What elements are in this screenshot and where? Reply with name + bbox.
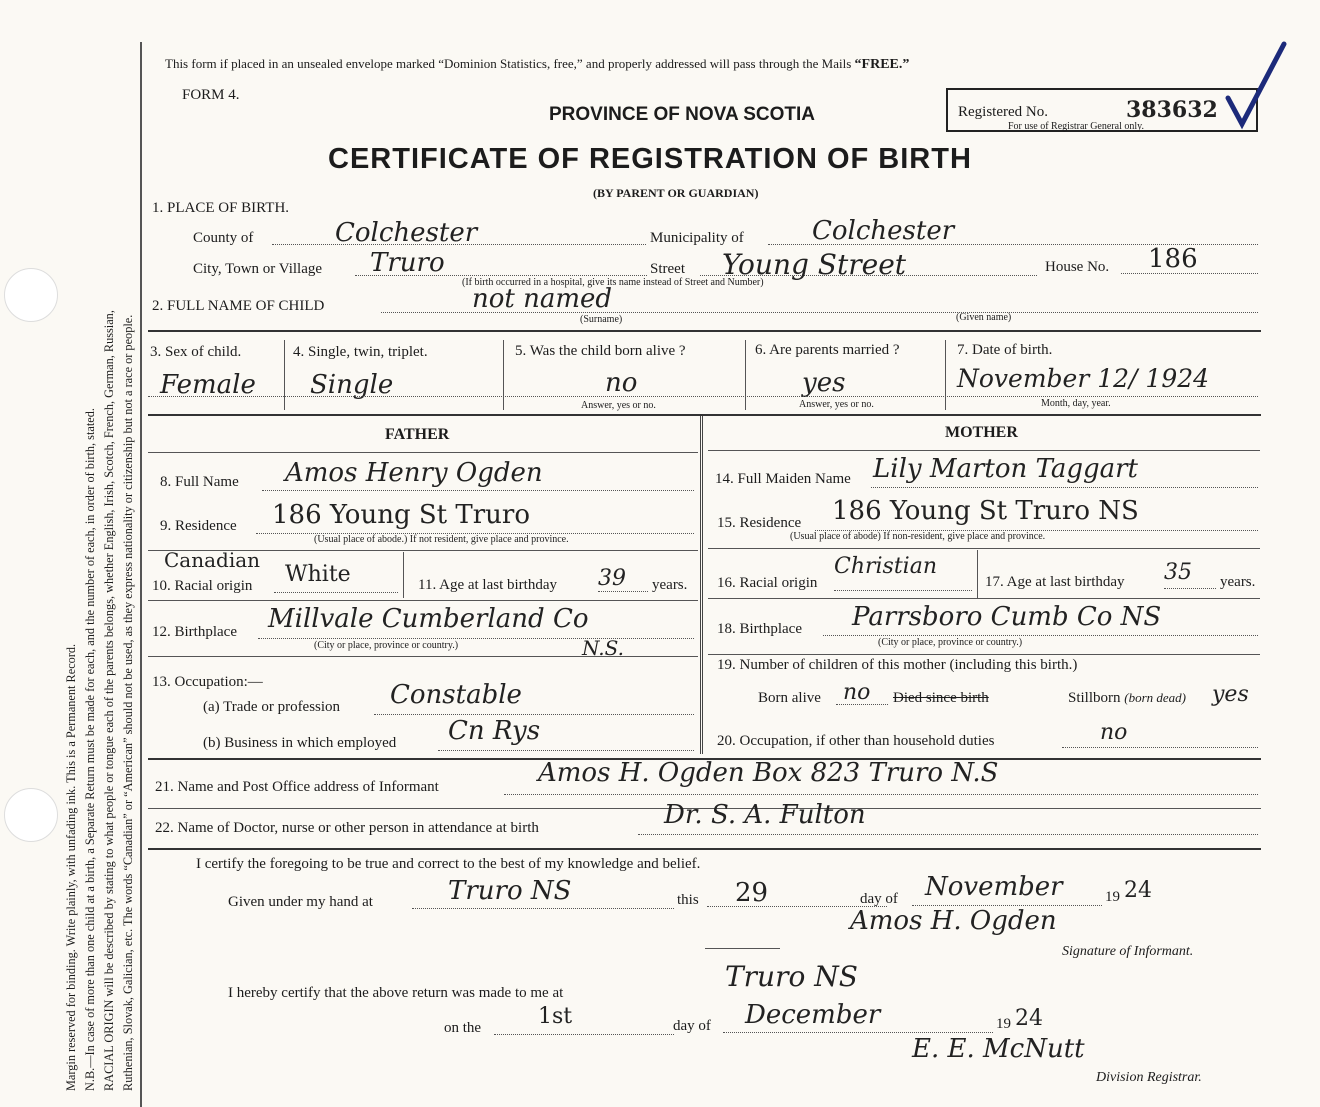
doctor-label: 22. Name of Doctor, nurse or other person in attendance at birth bbox=[155, 820, 539, 836]
county-label: County of bbox=[193, 230, 254, 246]
county-value: Colchester bbox=[335, 218, 478, 248]
place-of-birth-label: 1. PLACE OF BIRTH. bbox=[152, 200, 290, 216]
checkmark-icon bbox=[1222, 38, 1292, 133]
father-business-label: (b) Business in which employed bbox=[203, 735, 397, 751]
certify-year-value: 24 bbox=[1124, 878, 1152, 903]
sex-label: 3. Sex of child. bbox=[150, 344, 242, 360]
mother-age-label: 17. Age at last birthday bbox=[985, 574, 1125, 590]
this-label: this bbox=[677, 892, 699, 908]
parents-married-note: Answer, yes or no. bbox=[799, 399, 874, 410]
mother-age-value: 35 bbox=[1164, 560, 1192, 585]
registrar-month-value: December bbox=[745, 1000, 881, 1030]
died-since-birth-label: Died since birth bbox=[893, 690, 989, 706]
date-of-birth-note: Month, day, year. bbox=[1041, 398, 1111, 409]
margin-line-2: N.B.—In case of more than one child at a birth, a Separate Return must be made for each, and the number of each, in order of birth, stated. bbox=[83, 408, 97, 1091]
father-age-value: 39 bbox=[598, 566, 626, 591]
parents-married-label: 6. Are parents married ? bbox=[755, 342, 900, 358]
informant-label: 21. Name and Post Office address of Informant bbox=[155, 779, 439, 795]
municipality-label: Municipality of bbox=[650, 230, 744, 246]
mother-racial-label: 16. Racial origin bbox=[717, 575, 818, 591]
date-of-birth-label: 7. Date of birth. bbox=[957, 342, 1053, 358]
mailing-notice: This form if placed in an unsealed envelope marked “Dominion Statistics, free,” and properly addressed will pass through the Mails “FREE.” bbox=[165, 56, 910, 72]
father-residence-value: 186 Young St Truro bbox=[272, 500, 530, 530]
certify-month-value: November bbox=[925, 872, 1063, 902]
plurality-value: Single bbox=[310, 370, 394, 400]
city-label: City, Town or Village bbox=[193, 261, 323, 277]
stillborn-label: Stillborn (born dead) bbox=[1068, 690, 1187, 706]
child-surname-value: not named bbox=[472, 284, 613, 314]
father-business-value: Cn Rys bbox=[448, 716, 541, 746]
father-birthplace-note: (City or place, province or country.) bbox=[314, 640, 459, 651]
house-label: House No. bbox=[1045, 259, 1110, 275]
mother-occupation-value: no bbox=[1100, 720, 1128, 745]
mother-name-label: 14. Full Maiden Name bbox=[715, 471, 851, 487]
margin-line-4: Ruthenian, Slovak, Galician, etc. The words “Canadian” or “American” should not be used, as they express nationality or citizenship but not a race or people. bbox=[121, 314, 135, 1091]
born-alive-note: Answer, yes or no. bbox=[581, 400, 656, 411]
registrar-place-value: Truro NS bbox=[725, 960, 858, 993]
registrar-on-label: on the bbox=[444, 1020, 482, 1036]
informant-value: Amos H. Ogden Box 823 Truro N.S bbox=[538, 758, 999, 788]
street-value: Young Street bbox=[722, 248, 907, 281]
certify-day-of-label: day of bbox=[860, 891, 898, 907]
province-heading: PROVINCE OF NOVA SCOTIA bbox=[549, 104, 816, 125]
father-racial-label: 10. Racial origin bbox=[152, 578, 253, 594]
born-alive-count-value: no bbox=[843, 680, 871, 705]
registrar-signature-label: Division Registrar. bbox=[1096, 1070, 1202, 1085]
father-occupation-label: 13. Occupation:— bbox=[152, 674, 263, 690]
born-alive-label: 5. Was the child born alive ? bbox=[515, 343, 686, 359]
binding-margin-rule bbox=[140, 42, 142, 1107]
mother-name-value: Lily Marton Taggart bbox=[873, 454, 1139, 484]
plurality-label: 4. Single, twin, triplet. bbox=[293, 344, 428, 360]
registered-number: 383632 bbox=[1126, 97, 1218, 123]
father-name-value: Amos Henry Ogden bbox=[285, 458, 543, 488]
mother-racial-value: Christian bbox=[834, 554, 938, 579]
child-name-label: 2. FULL NAME OF CHILD bbox=[152, 298, 325, 314]
informant-signature-label: Signature of Informant. bbox=[1062, 944, 1194, 959]
born-alive-count-label: Born alive bbox=[758, 690, 821, 706]
registrar-year-prefix: 19 bbox=[996, 1016, 1011, 1032]
sex-value: Female bbox=[160, 370, 256, 400]
page-subtitle: (BY PARENT OR GUARDIAN) bbox=[593, 186, 759, 200]
father-racial-above: Canadian bbox=[164, 548, 261, 572]
registered-box bbox=[946, 88, 1258, 132]
registrar-signature: E. E. McNutt bbox=[912, 1034, 1085, 1064]
hospital-note: (If birth occurred in a hospital, give its name instead of Street and Number) bbox=[462, 277, 764, 288]
margin-line-1: Margin reserved for binding. Write plainly, with unfading ink. This is a Permanent Record. bbox=[64, 643, 78, 1091]
registrar-day-of-label: day of bbox=[673, 1018, 711, 1034]
mother-birthplace-value: Parrsboro Cumb Co NS bbox=[852, 602, 1162, 632]
mother-residence-note: (Usual place of abode) If non-resident, give place and province. bbox=[790, 531, 1046, 542]
born-alive-value: no bbox=[605, 368, 638, 398]
margin-line-3: RACIAL ORIGIN will be described by stating to what people or tongue each of the parents belongs, whether English, Irish, Scotch, French, German, Russian, bbox=[102, 310, 116, 1091]
mother-residence-value: 186 Young St Truro NS bbox=[832, 496, 1139, 526]
given-name-note: (Given name) bbox=[956, 312, 1012, 323]
registrar-statement: I hereby certify that the above return was made to me at bbox=[228, 985, 564, 1001]
mother-age-unit: years. bbox=[1220, 574, 1256, 590]
registered-note: For use of Registrar General only. bbox=[1008, 121, 1144, 132]
father-residence-note: (Usual place of abode.) If not resident, give place and province. bbox=[314, 534, 569, 545]
page-title: CERTIFICATE OF REGISTRATION OF BIRTH bbox=[328, 143, 972, 175]
doctor-value: Dr. S. A. Fulton bbox=[664, 800, 866, 830]
certify-year-prefix: 19 bbox=[1105, 889, 1120, 905]
father-birthplace-value: Millvale Cumberland Co bbox=[268, 604, 589, 634]
margin-instructions bbox=[6, 56, 135, 1096]
father-birthplace-line2: N.S. bbox=[582, 636, 624, 660]
registrar-year-value: 24 bbox=[1015, 1006, 1043, 1031]
father-age-label: 11. Age at last birthday bbox=[418, 577, 557, 593]
father-age-unit: years. bbox=[652, 577, 688, 593]
form-number: FORM 4. bbox=[182, 87, 240, 103]
certify-day-value: 29 bbox=[735, 878, 769, 908]
date-of-birth-value: November 12/ 1924 bbox=[957, 364, 1210, 393]
municipality-value: Colchester bbox=[812, 216, 955, 246]
father-name-label: 8. Full Name bbox=[160, 474, 239, 490]
parents-married-value: yes bbox=[802, 368, 846, 398]
father-trade-label: (a) Trade or profession bbox=[203, 699, 341, 715]
informant-signature: Amos H. Ogden bbox=[850, 906, 1057, 936]
free-text: “FREE.” bbox=[854, 57, 910, 72]
registered-label: Registered No. bbox=[958, 104, 1048, 120]
stillborn-value: yes bbox=[1212, 682, 1249, 707]
given-at-value: Truro NS bbox=[448, 876, 572, 906]
father-racial-value: White bbox=[285, 562, 351, 587]
given-at-label: Given under my hand at bbox=[228, 894, 373, 910]
mother-birthplace-label: 18. Birthplace bbox=[717, 621, 802, 637]
stillborn-note: (born dead) bbox=[1124, 690, 1187, 705]
father-birthplace-label: 12. Birthplace bbox=[152, 624, 237, 640]
certify-statement: I certify the foregoing to be true and correct to the best of my knowledge and belief. bbox=[196, 856, 701, 872]
mother-residence-label: 15. Residence bbox=[717, 515, 802, 531]
father-trade-value: Constable bbox=[390, 680, 522, 710]
registrar-day-value: 1st bbox=[538, 1004, 573, 1029]
street-label: Street bbox=[650, 261, 685, 277]
house-value: 186 bbox=[1148, 244, 1198, 274]
surname-note: (Surname) bbox=[580, 314, 623, 325]
father-heading: FATHER bbox=[385, 426, 450, 443]
city-value: Truro bbox=[370, 248, 445, 278]
mother-heading: MOTHER bbox=[945, 424, 1018, 441]
father-residence-label: 9. Residence bbox=[160, 518, 237, 534]
mother-occupation-label: 20. Occupation, if other than household duties bbox=[717, 733, 995, 749]
mother-children-label: 19. Number of children of this mother (including this birth.) bbox=[717, 657, 1078, 673]
mother-birthplace-note: (City or place, province or country.) bbox=[878, 637, 1023, 648]
